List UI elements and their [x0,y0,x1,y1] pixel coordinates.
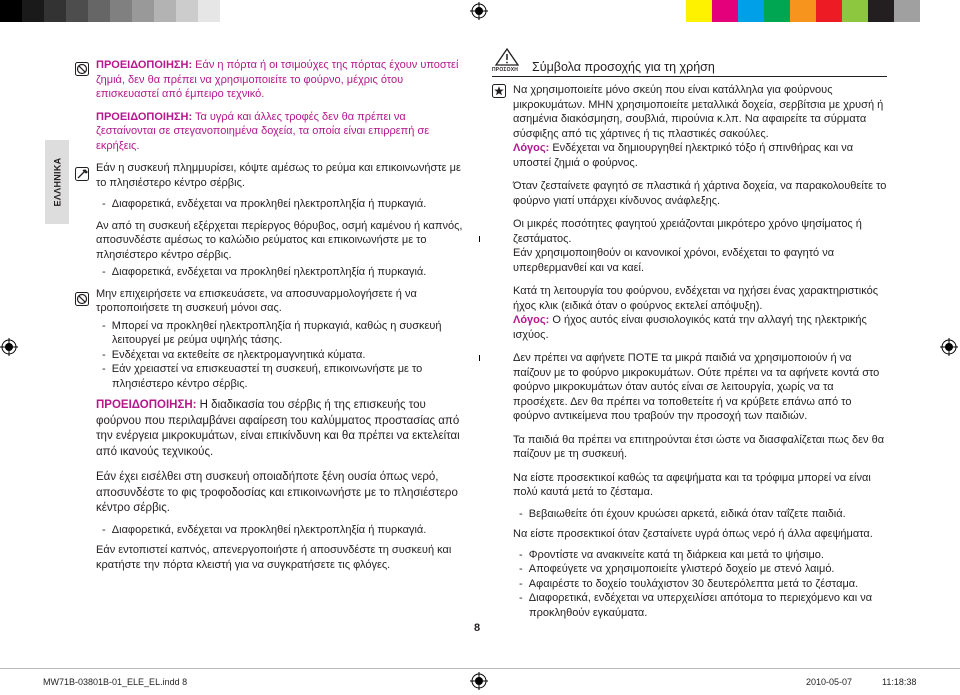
page-number: 8 [474,622,481,634]
color-swatch [764,0,790,22]
small-quantity-text: Οι μικρές ποσότητες φαγητού χρειάζονται μικρότερο χρόνο ψησίματος ή ζεστάματος. [513,218,862,245]
list-item: - Αποφεύγετε να χρησιμοποιείτε γλιστερό δοχείο με στενό λαιμό. [519,563,835,575]
smoke-text: Εάν εντοπιστεί καπνός, απενεργοποιήστε ή αποσυνδέστε τη συσκευή και κρατήστε την πόρτα κλειστή για να συγκρατήσετε τις φλόγες. [96,544,452,571]
list-item: - Διαφορετικά, ενδέχεται να προκληθεί ηλεκτροπληξία ή πυρκαγιά. [102,523,427,536]
footer-date: 2010-05-07 [806,677,853,687]
warning-door [96,58,468,102]
reason-label: Λόγος: [513,314,550,326]
color-swatch [816,0,842,22]
color-swatch [712,0,738,22]
list-item: - Εάν χρειαστεί να επισκευαστεί τη συσκευή, επικοινωνήστε με το πλησιέστερο κέντρο σέρβις. [102,363,423,390]
list-item: - Διαφορετικά, ενδέχεται να προκληθεί ηλεκτροπληξία ή πυρκαγιά. [102,198,427,210]
registration-mark-icon [470,2,488,20]
gray-swatch [44,0,66,22]
warning-liquids [96,110,468,154]
color-swatch [868,0,894,22]
liquids-list [513,548,891,621]
gray-swatch [110,0,132,22]
gray-swatch [176,0,198,22]
caution-title: Σύμβολα προσοχής για τη χρήση [532,60,715,74]
no-symbol-icon [75,62,89,76]
grayscale-bar [0,0,220,22]
list-item: - Φροντίστε να ανακινείτε κατά τη διάρκεια και μετά το ψήσιμο. [519,548,824,561]
gray-swatch [154,0,176,22]
gutter-tick [479,355,480,361]
utensils-text: Να χρησιμοποιείτε μόνο σκεύη που είναι κατάλληλα για φούρνους μικροκυμάτων. ΜΗΝ χρησιμοποιείτε μεταλλικά δοχεία, σερβίτσια με χρυσή ή ασημένια διακόσμηση, σουβλιά, πιρούνια κ.λπ. Να αφαιρείτε τα σύρματα σύσφιξης από τις χάρτινες ή τις πλαστικές σακούλες. [513,84,884,140]
list-item: - Μπορεί να προκληθεί ηλεκτροπληξία ή πυρκαγιά, καθώς η συσκευή λειτουργεί με ρεύμα υψηλής τάσης. [102,319,442,346]
warning-triangle-icon [492,47,522,67]
color-swatch [686,0,712,22]
repair-text: Μην επιχειρήσετε να επισκευάσετε, να αποσυναρμολογήσετε ή να τροποποιήσετε τη συσκευή μόνοι σας. [96,287,417,314]
language-tab [45,140,69,224]
gray-swatch [22,0,44,22]
foreign-text: Εάν έχει εισέλθει στη συσκευή οποιαδήποτε ξένη ουσία όπως νερό, αποσυνδέστε το φις τροφοδοσίας και επικοινωνήστε με το πλησιέστερο κέντρο σέρβις. [96,471,458,514]
left-column [96,58,468,572]
click-sound-text: Κατά τη λειτουργία του φούρνου, ενδέχεται να ηχήσει ένας χαρακτηριστικός ήχος κλικ (ειδικά όταν ο φούρνος εκτελεί απόψυξη). [513,285,878,312]
hot-drinks-text: Να είστε προσεκτικοί καθώς τα αφεψήματα και τα τρόφιμα μπορεί να είναι πολύ καυτά μετά το ζέσταμα. [513,471,871,498]
plastic-text: Όταν ζεσταίνετε φαγητό σε πλαστικά ή χάρτινα δοχεία, να παρακολουθείτε το φούρνο γιατί υπάρχει κίνδυνος ανάφλεξης. [513,180,887,207]
list-item: - Αφαιρέστε το δοχείο τουλάχιστον 30 δευτερόλεπτα μετά το ζέσταμα. [519,577,859,590]
color-swatch [894,0,920,22]
warning-service [96,398,468,460]
gray-swatch [198,0,220,22]
repair-list [96,319,468,392]
gray-swatch [88,0,110,22]
language-label: ΕΛΛΗΝΙΚΑ [52,157,63,207]
color-bar [686,0,920,22]
reason-label: Λόγος: [513,142,550,154]
supervise-text: Τα παιδιά θα πρέπει να επιτηρούνται έτσι ώστε να διασφαλίζεται πως δεν θα παίζουν με τη συσκευή. [513,433,885,460]
footer-filename: MW71B-03801B-01_ELE_EL.indd 8 [43,677,188,687]
reason-text: Λόγος: Ο ήχος αυτός είναι φυσιολογικός κατά την αλλαγή της ηλεκτρικής ισχύος. [513,314,867,341]
gutter-tick [479,236,480,242]
header-rule [492,76,887,77]
warning-text: Η διαδικασία του σέρβις ή της επισκευής του φούρνου που περιλαμβάνει αφαίρεση του καλύμματος προστασίας από την ενέργεια μικροκυμάτων, είναι επικίνδυνη και θα πρέπει να εκτελείται από ικανούς τεχνικούς. [96,399,460,458]
warning-label: ΠΡΟΕΙΔΟΠΟΙΗΣΗ: [96,110,193,123]
color-swatch [842,0,868,22]
registration-mark-icon [0,338,18,356]
caution-badge: ΠΡΟΣΟΧΗ [492,67,519,73]
warning-text: Τα υγρά και άλλες τροφές δεν θα πρέπει να ζεσταίνονται σε στεγανοποιημένα δοχεία, τα οποία είναι επιρρεπή σε εκρήξεις. [96,110,430,152]
warning-text: Εάν η πόρτα ή οι τσιμούχες της πόρτας έχουν υποστεί ζημιά, δεν θα πρέπει να χρησιμοποιείτε το φούρνο, μέχρις ότου επισκευαστεί από έμπειρο τεχνικό. [96,59,459,100]
liquids-text: Να είστε προσεκτικοί όταν ζεσταίνετε υγρά όπως νερό ή άλλα αφεψήματα. [513,528,873,540]
star-icon [492,84,506,98]
color-swatch [738,0,764,22]
warning-label: ΠΡΟΕΙΔΟΠΟΙΗΣΗ: [96,399,197,411]
registration-mark-icon [940,338,958,356]
reason-text: Λόγος: Ενδέχεται να δημιουργηθεί ηλεκτρικό τόξο ή σπινθήρας και να υποστεί ζημιά ο φούρνος. [513,142,854,169]
flood-text: Εάν η συσκευή πλημμυρίσει, κόψτε αμέσως το ρεύμα και επικοινωνήστε με το πλησιέστερο κέντρο σέρβις. [96,162,461,189]
list-item: - Διαφορετικά, ενδέχεται να υπερχειλίσει απότομα το περιεχόμενο και να προκληθούν εγκαύματα. [519,592,873,619]
children-text: Δεν πρέπει να αφήνετε ΠΟΤΕ τα μικρά παιδιά να χρησιμοποιούν ή να παίζουν με το φούρνο μικροκυμάτων. Ούτε πρέπει να τα αφήνετε κοντά στο φούρνο μικροκυμάτων όταν αυτός είναι σε λειτουργία, χωρίς να τα προσέχετε. Δεν θα πρέπει να τοποθετείτε ή να κρύβετε επάνω από το φούρνο αντικείμενα που τραβούν την προσοχή των παιδιών. [513,352,880,422]
gray-swatch [132,0,154,22]
list-item: - Ενδέχεται να εκτεθείτε σε ηλεκτρομαγνητικά κύματα. [102,348,366,361]
footer-time: 11:18:38 [882,677,917,687]
list-item: - Διαφορετικά, ενδέχεται να προκληθεί ηλεκτροπληξία ή πυρκαγιά. [102,266,427,278]
warning-label: ΠΡΟΕΙΔΟΠΟΙΗΣΗ: [96,59,193,71]
no-symbol-icon [75,292,89,306]
overheat-text: Εάν χρησιμοποιηθούν οι κανονικοί χρόνοι, ενδέχεται το φαγητό να υπερθερμανθεί και να καεί. [513,247,835,274]
registration-mark-icon [470,672,488,690]
gray-swatch [66,0,88,22]
footer-rule [0,668,960,669]
gray-swatch [0,0,22,22]
tool-icon [75,167,89,181]
color-swatch [790,0,816,22]
right-column [513,83,891,620]
list-item: - Βεβαιωθείτε ότι έχουν κρυώσει αρκετά, ειδικά όταν ταΐζετε παιδιά. [519,507,846,520]
noise-text: Αν από τη συσκευή εξέρχεται περίεργος θόρυβος, οσμή καμένου ή καπνός, αποσυνδέστε αμέσως το καλώδιο ρεύματος και επικοινωνήστε με το πλησιέστερο κέντρο σέρβις. [96,219,463,261]
